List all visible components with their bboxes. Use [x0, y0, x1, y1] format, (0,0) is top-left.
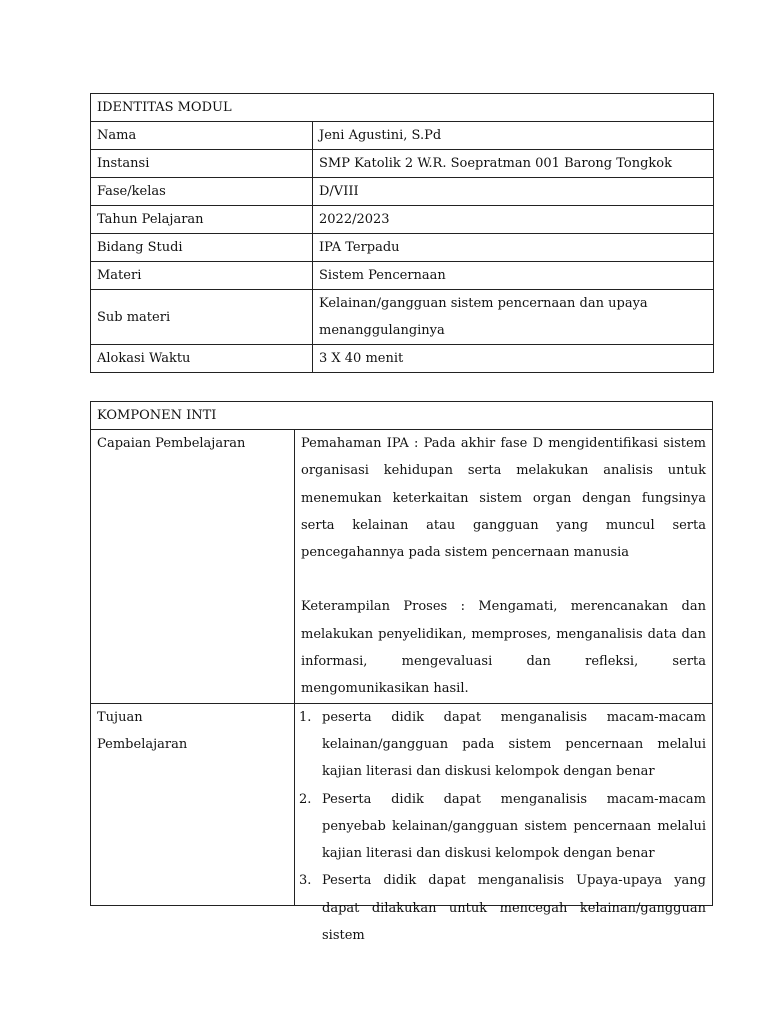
table-row [91, 206, 714, 234]
list-item [301, 867, 706, 949]
paragraph-spacer [301, 566, 706, 593]
row-label: Sub materi [91, 290, 313, 345]
row-label: Tahun Pelajaran [91, 206, 313, 234]
row-value [313, 290, 714, 345]
table-row [91, 234, 714, 262]
row-value: SMP Katolik 2 W.R. Soepratman 001 Barong Tongkok [313, 150, 714, 178]
list-text: Peserta didik dapat menganalisis macam-macam penyebab kelainan/gangguan sistem pencernaan melalui kajian literasi dan diskusi kelompok dengan benar [322, 791, 706, 862]
row-value-line: Kelainan/gangguan sistem pencernaan dan upaya [319, 296, 648, 311]
table-row [91, 122, 714, 150]
row-label-line: Pembelajaran [97, 736, 188, 752]
row-label: Capaian Pembelajaran [91, 430, 295, 704]
table-row [91, 345, 714, 373]
row-label: Nama [91, 122, 313, 150]
tujuan-content [295, 703, 713, 944]
capaian-paragraph: Pemahaman IPA : Pada akhir fase D mengidentifikasi sistem organisasi kehidupan serta melakukan analisis untuk menemukan keterkaitan sistem organ dengan fungsinya serta kelainan atau gangguan yang muncul serta pencegahannya pada sistem pencernaan manusia [301, 436, 706, 561]
row-label: Instansi [91, 150, 313, 178]
komponen-header: KOMPONEN INTI [91, 402, 713, 430]
row-value: Jeni Agustini, S.Pd [313, 122, 714, 150]
row-value: Sistem Pencernaan [313, 262, 714, 290]
row-label: Bidang Studi [91, 234, 313, 262]
identitas-header: IDENTITAS MODUL [91, 94, 714, 122]
tujuan-list [301, 704, 706, 950]
table-row [91, 703, 713, 905]
list-number: 2. [299, 791, 312, 807]
table-row [91, 150, 714, 178]
capaian-paragraph: Keterampilan Proses : Mengamati, merencanakan dan melakukan penyelidikan, memproses, menganalisis data dan informasi, mengevaluasi dan refleksi, serta mengomunikasikan hasil. [301, 599, 706, 697]
list-text: Peserta didik dapat menganalisis Upaya-upaya yang dapat dilakukan untuk mencegah kelainan/gangguan sistem [322, 873, 706, 944]
capaian-content [295, 430, 713, 704]
table-row [91, 178, 714, 206]
table-row [91, 262, 714, 290]
row-value: IPA Terpadu [313, 234, 714, 262]
komponen-inti-table [90, 401, 713, 944]
list-number: 1. [299, 709, 312, 725]
list-number: 3. [299, 873, 312, 889]
row-label: Fase/kelas [91, 178, 313, 206]
row-value: D/VIII [313, 178, 714, 206]
row-label: Alokasi Waktu [91, 345, 313, 373]
row-value-line: menanggulanginya [319, 323, 445, 338]
table-row [91, 430, 713, 704]
row-label [91, 703, 295, 905]
row-label-line: Tujuan [97, 709, 143, 725]
identitas-modul-table [90, 93, 714, 373]
row-value: 3 X 40 menit [313, 345, 714, 373]
row-value: 2022/2023 [313, 206, 714, 234]
list-item [301, 704, 706, 786]
list-item [301, 786, 706, 868]
table-row [91, 290, 714, 345]
list-text: peserta didik dapat menganalisis macam-macam kelainan/gangguan pada sistem pencernaan melalui kajian literasi dan diskusi kelompok dengan benar [322, 709, 706, 780]
row-label: Materi [91, 262, 313, 290]
